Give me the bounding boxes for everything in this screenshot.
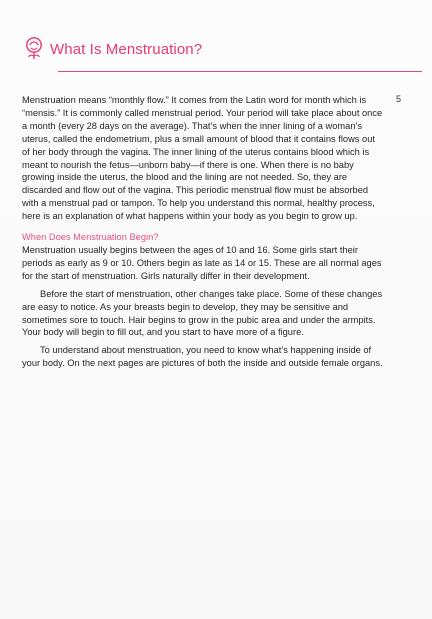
page-header — [24, 36, 202, 62]
header-divider — [58, 71, 422, 72]
paragraph-body-changes: Before the start of menstruation, other changes take place. Some of these changes are easy to notice. As your breasts begin to develop, they may be sensitive and sometimes sore to touch. Hair begins to grow in the pubic area and under the armpits. Your body will begin to fill out, and you start to have more of a figure. — [22, 288, 383, 338]
body-text — [22, 94, 384, 370]
paragraph-understanding: To understand about menstruation, you need to know what’s happening inside of your body. On the next pages are pictures of both the inside and outside female organs. — [22, 345, 383, 369]
flower-bud-icon — [24, 36, 44, 62]
intro-paragraph: Menstruation means “monthly flow.” It comes from the Latin word for month which is “mensis.” It is commonly called menstrual period. Your period will take place about once a month (every 28 days on the average). That’s when the inner lining of a woman’s uterus, called the endometrium, plus a small amount of blood that it contains flows out of her body through the vagina. The inner lining of the uterus contains blood which is meant to nourish the fetus—unborn baby—if there is one. When there is no baby growing inside the uterus, the blood and the lining are not needed. So, they are discarded and flow out of the vagina. This periodic menstrual flow must be absorbed with a menstrual pad or tampon. To help you understand this normal, healthy process, here is an explanation of what happens within your body as you begin to grow up. — [22, 95, 383, 222]
paragraph-ages: Menstruation usually begins between the ages of 10 and 16. Some girls start their periods as early as 9 or 10. Others begin as late as 14 or 15. These are all normal ages for the start of menstruation. Girls naturally differ in their development. — [22, 244, 382, 281]
page-title: What Is Menstruation? — [50, 40, 203, 58]
page-number: 5 — [396, 94, 402, 104]
section-heading: When Does Menstruation Begin? — [22, 232, 159, 243]
